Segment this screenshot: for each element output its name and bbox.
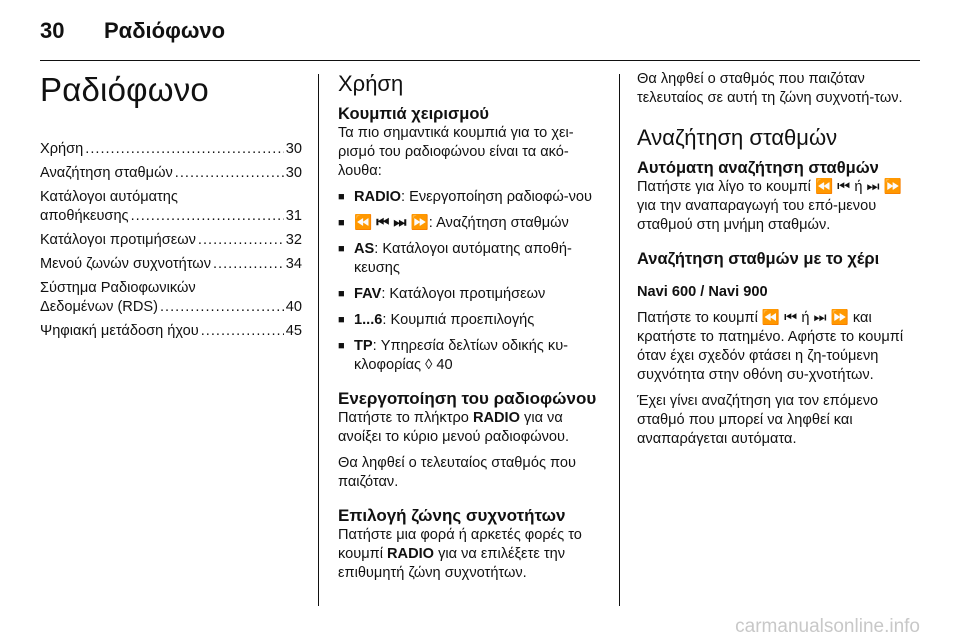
list-item: ■ AS: Κατάλογοι αυτόματης αποθή-κευσης — [338, 240, 604, 278]
toc-entry[interactable] — [40, 322, 302, 341]
toc-entry-page: 40 — [285, 299, 302, 315]
toc-entry-label: Χρήση — [40, 141, 84, 157]
subheading-controls: Κουμπιά χειρισμού — [338, 105, 490, 123]
toc-entry[interactable] — [40, 279, 302, 317]
toc-entry-label: Κατάλογοι προτιμήσεων — [40, 232, 196, 248]
subheading-manual-search: Αναζήτηση σταθμών με το χέρι — [637, 250, 880, 268]
column-toc — [40, 70, 302, 346]
toc-entry-page: 31 — [285, 208, 302, 224]
subheading-band: Επιλογή ζώνης συχνοτήτων — [338, 506, 566, 525]
manual-search-paragraph-1: Πατήστε το κουμπί ⏪ ⏮ ή ⏭ ⏩ και κρατήστε το πατημένο. Αφήστε το κουμπί όταν έχει σχεδόν φτάσει η ζη-τούμενη συχνότητα στην οθόνη συ-χνοτήτων. — [637, 310, 904, 383]
band-paragraph: Πατήστε μια φορά ή αρκετές φορές το κουμπί RADIO για να επιλέξετε την επιθυμητή ζώνη συχνοτήτων. — [338, 527, 582, 581]
column-separator-2 — [619, 74, 620, 606]
key-label: FAV — [354, 286, 382, 302]
models-label: Navi 600 / Navi 900 — [637, 284, 768, 300]
toc-entry-page: 30 — [285, 165, 302, 181]
toc-entry-label: Μενού ζωνών συχνοτήτων — [40, 256, 211, 272]
column-separator-1 — [318, 74, 319, 606]
toc-entry-label: Σύστημα Ραδιοφωνικών — [40, 280, 196, 296]
page-number: 30 — [40, 18, 65, 43]
list-item: ■ FAV: Κατάλογοι προτιμήσεων — [338, 285, 604, 304]
list-item: ■ ⏪ ⏮ ⏭ ⏩: Αναζήτηση σταθμών — [338, 214, 604, 233]
toc-entry-page: 34 — [285, 256, 302, 272]
controls-list — [338, 188, 604, 375]
section-title-usage: Χρήση — [338, 71, 404, 96]
toc-entry-label: Ψηφιακή μετάδοση ήχου — [40, 323, 199, 339]
section-title-station-search: Αναζήτηση σταθμών — [637, 125, 838, 150]
toc-entry[interactable] — [40, 164, 302, 183]
toc-entry-label-cont: αποθήκευσης — [40, 208, 129, 224]
key-label: RADIO — [354, 189, 402, 205]
controls-intro: Τα πιο σημαντικά κουμπιά για το χει-ρισμό του ραδιοφώνου είναι τα ακό-λουθα: — [338, 125, 574, 179]
band-continuation: Θα ληφθεί ο σταθμός που παιζόταν τελευταίος σε αυτή τη ζώνη συχνοτή-των. — [637, 71, 903, 106]
table-of-contents — [40, 140, 302, 341]
key-label: ⏪ ⏮ ⏭ ⏩ — [354, 215, 429, 231]
toc-entry-label: Κατάλογοι αυτόματης — [40, 189, 178, 205]
toc-entry-page: 45 — [285, 323, 302, 339]
toc-entry-label: Αναζήτηση σταθμών — [40, 165, 173, 181]
list-item: ■ 1...6: Κουμπιά προεπιλογής — [338, 311, 604, 330]
key-label: 1...6 — [354, 312, 383, 328]
auto-search-paragraph: Πατήστε για λίγο το κουμπί ⏪ ⏮ ή ⏭ ⏩ για την αναπαραγωγή του επό-μενου σταθμού στη μνήμη σταθμών. — [637, 179, 902, 233]
key-label: AS — [354, 241, 375, 257]
toc-entry[interactable] — [40, 255, 302, 274]
key-label: RADIO — [387, 546, 435, 562]
activate-paragraph-2: Θα ληφθεί ο τελευταίος σταθμός που παιζόταν. — [338, 455, 576, 490]
column-station-search — [637, 70, 907, 456]
key-label: TP — [354, 338, 373, 354]
list-item: ■ RADIO: Ενεργοποίηση ραδιοφώ-νου — [338, 188, 604, 207]
toc-entry-label-cont: Δεδομένων (RDS) — [40, 299, 158, 315]
header-rule — [40, 60, 920, 61]
manual-search-paragraph-2: Έχει γίνει αναζήτηση για τον επόμενο σταθμό που μπορεί να ληφθεί και αναπαράγεται αυτόματα. — [637, 393, 879, 447]
running-title: Ραδιόφωνο — [104, 18, 226, 43]
activate-paragraph-1: Πατήστε το πλήκτρο RADIO για να ανοίξει το κύριο μενού ραδιοφώνου. — [338, 410, 570, 445]
toc-entry[interactable] — [40, 188, 302, 226]
subheading-activate: Ενεργοποίηση του ραδιοφώνου — [338, 389, 597, 408]
toc-entry[interactable] — [40, 231, 302, 250]
key-label: RADIO — [472, 410, 520, 426]
watermark: carmanualsonline.info — [735, 616, 920, 637]
list-item: ■ TP: Υπηρεσία δελτίων οδικής κυ-κλοφορίας ◊ 40 — [338, 337, 604, 375]
toc-entry[interactable] — [40, 140, 302, 159]
chapter-title: Ραδιόφωνο — [40, 71, 209, 108]
subheading-auto-search: Αυτόματη αναζήτηση σταθμών — [637, 159, 879, 177]
toc-entry-page: 30 — [285, 141, 302, 157]
column-usage — [338, 70, 604, 590]
toc-entry-page: 32 — [285, 232, 302, 248]
